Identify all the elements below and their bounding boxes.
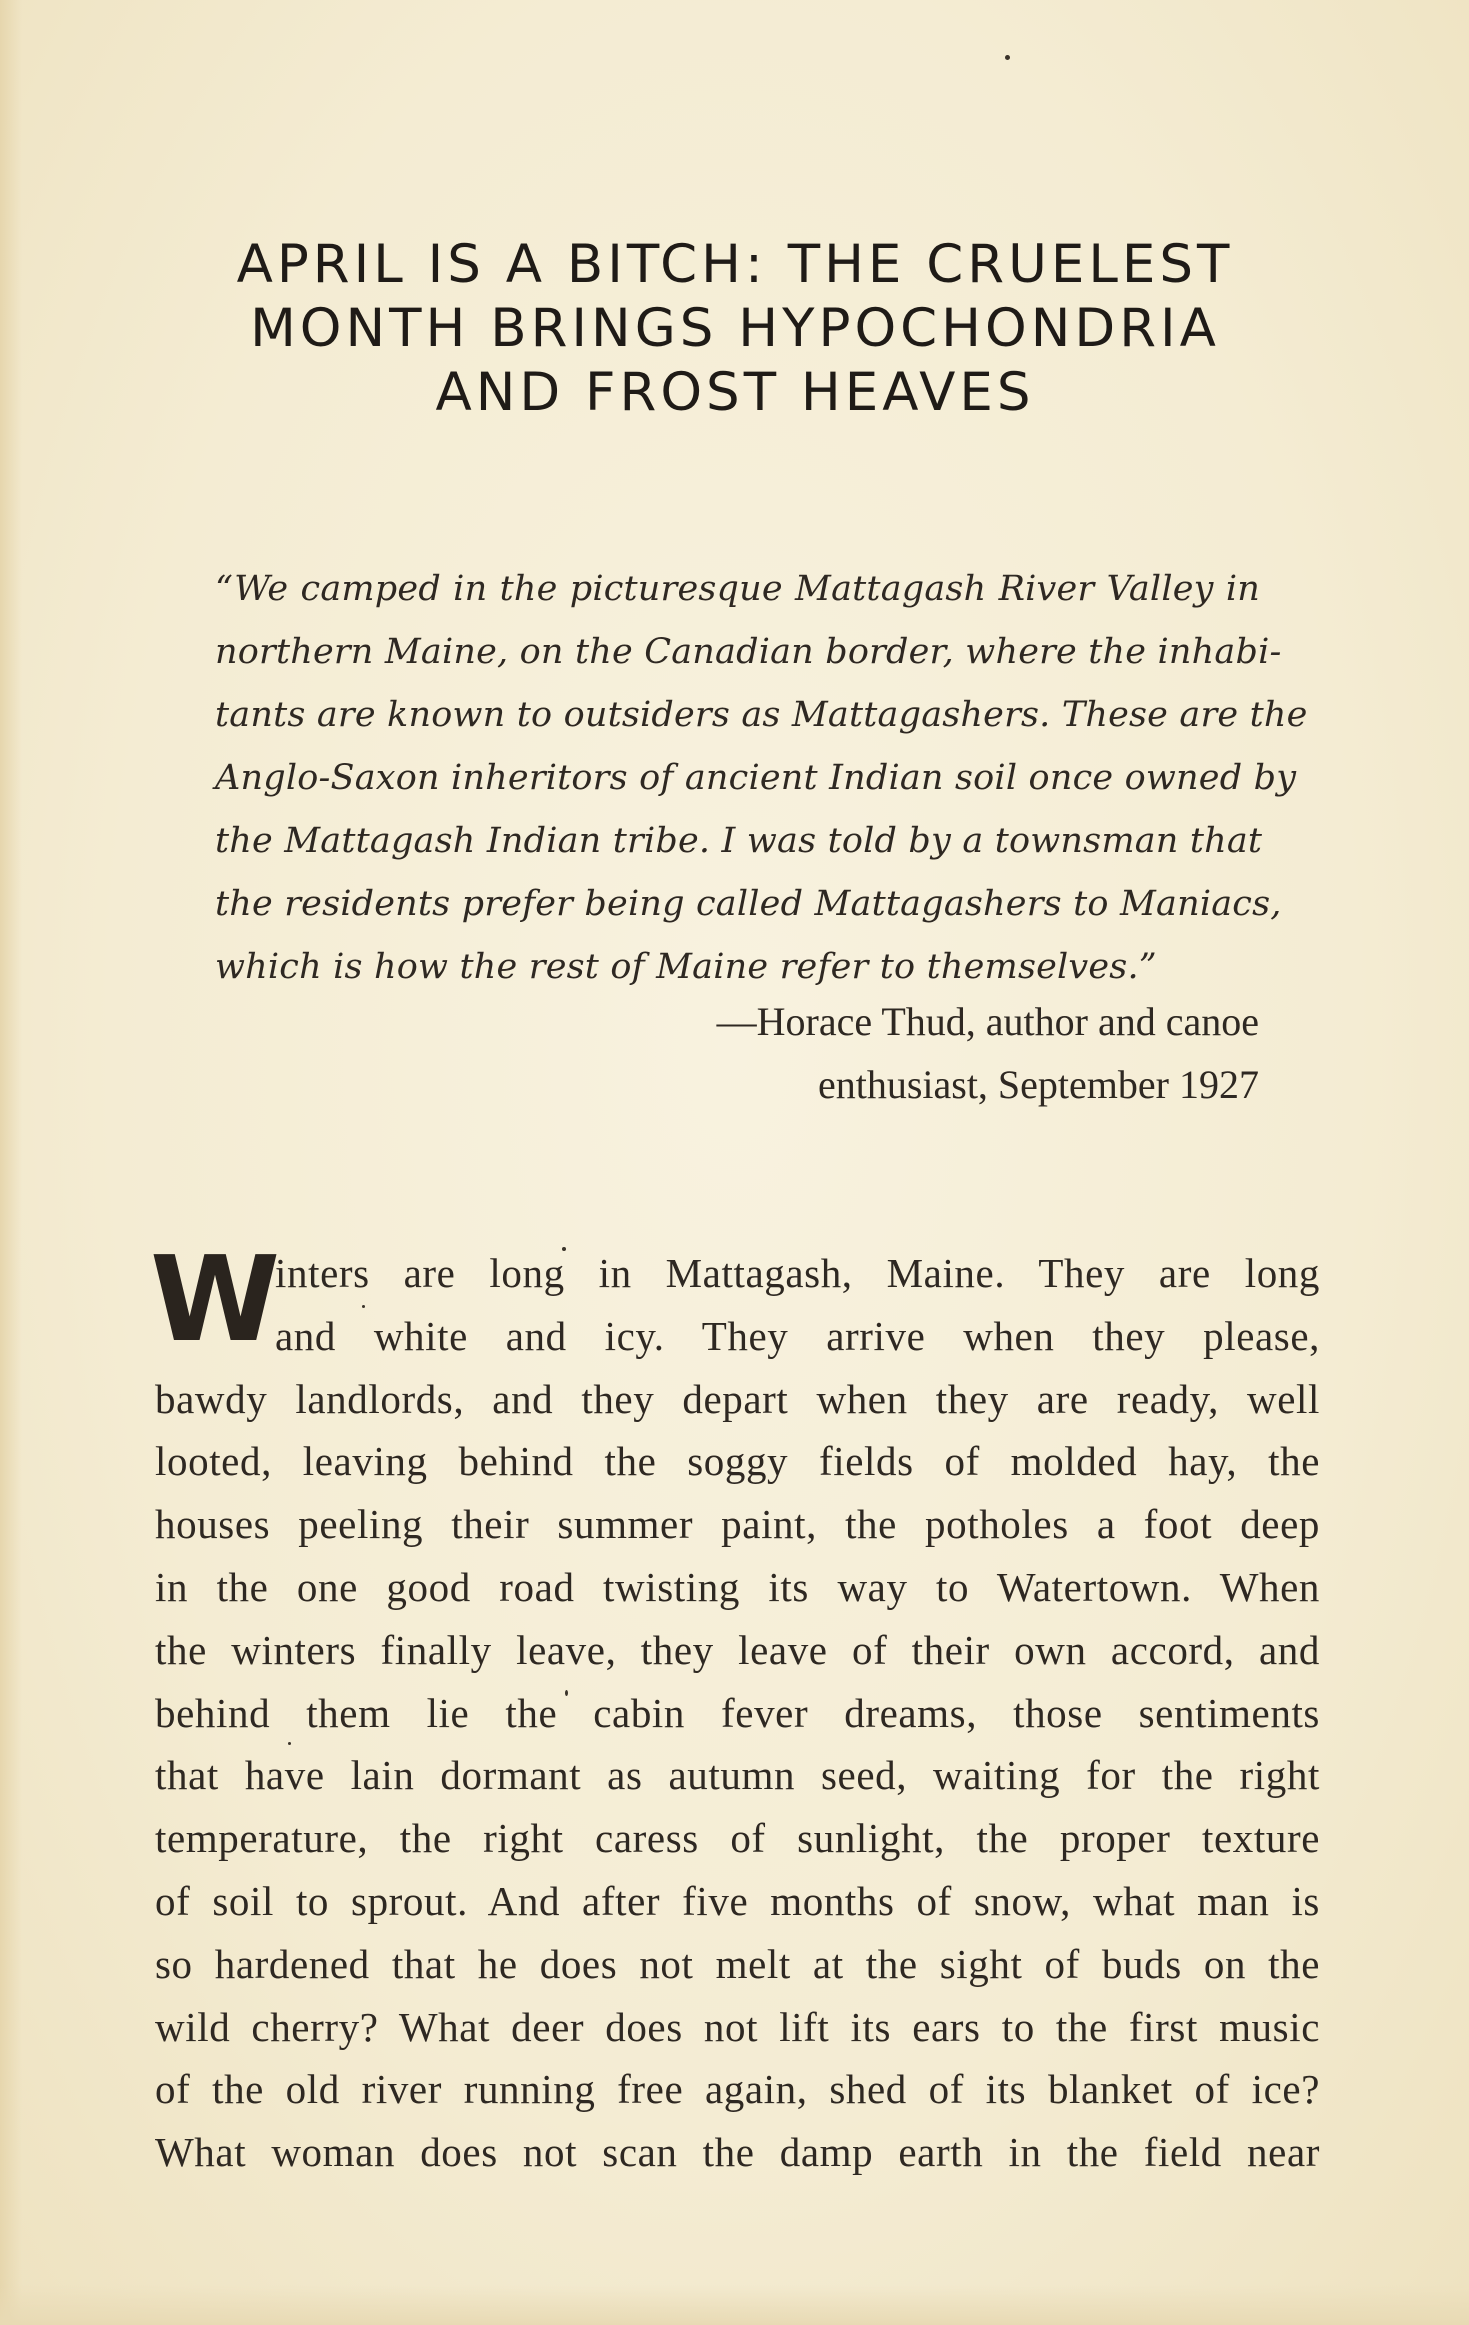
epigraph-attribution xyxy=(717,990,1259,1116)
epigraph-line: tants are known to outsiders as Mattagashers. These are the xyxy=(215,695,1308,735)
body-line: inters are long in Mattagash, Maine. They are long xyxy=(275,1250,1320,1296)
body-line: houses peeling their summer paint, the potholes a foot deep xyxy=(155,1501,1320,1548)
epigraph-line: “We camped in the picturesque Mattagash River Valley in xyxy=(215,569,1260,609)
body-line: looted, leaving behind the soggy fields of molded hay, the xyxy=(155,1438,1320,1485)
attribution-line: —Horace Thud, author and canoe xyxy=(716,999,1259,1044)
body-line: behind them lie the cabin fever dreams, those sentiments xyxy=(155,1689,1320,1736)
body-paragraph xyxy=(155,1242,1320,2184)
body-line: so hardened that he does not melt at the sight of buds on the xyxy=(155,1940,1320,1987)
body-line: and white and icy. They arrive when they please, xyxy=(275,1312,1320,1359)
body-line: wild cherry? What deer does not lift its ears to the first music xyxy=(155,2003,1320,2050)
body-line: of soil to sprout. And after five months of snow, what man is xyxy=(155,1877,1320,1924)
chapter-title-line: AND FROST HEAVES xyxy=(435,362,1035,423)
epigraph-line: Anglo-Saxon inheritors of ancient Indian soil once owned by xyxy=(215,758,1297,798)
epigraph-line: the Mattagash Indian tribe. I was told by a townsman that xyxy=(215,821,1263,861)
drop-cap: W xyxy=(150,1230,281,1368)
body-line: What woman does not scan the damp earth in the field near xyxy=(155,2129,1320,2176)
attribution-line: enthusiast, September 1927 xyxy=(817,1062,1259,1107)
epigraph-line: northern Maine, on the Canadian border, where the inhabi- xyxy=(215,632,1282,672)
body-line: in the one good road twisting its way to Watertown. When xyxy=(155,1563,1320,1610)
epigraph-line: which is how the rest of Maine refer to themselves.” xyxy=(215,947,1157,987)
body-line: bawdy landlords, and they depart when they are ready, well xyxy=(155,1375,1320,1422)
body-line: that have lain dormant as autumn seed, waiting for the right xyxy=(155,1752,1320,1799)
page-bottom-shadow xyxy=(0,2285,1469,2325)
chapter-title-line: APRIL IS A BITCH: THE CRUELEST xyxy=(236,234,1234,295)
epigraph-line: the residents prefer being called Mattagashers to Maniacs, xyxy=(215,884,1282,924)
chapter-title xyxy=(150,233,1320,425)
body-line: of the old river running free again, shed of its blanket of ice? xyxy=(155,2066,1320,2113)
body-line: the winters finally leave, they leave of their own accord, and xyxy=(155,1626,1320,1673)
epigraph-quote xyxy=(215,558,1308,999)
chapter-title-line: MONTH BRINGS HYPOCHONDRIA xyxy=(250,298,1220,359)
body-line: temperature, the right caress of sunlight, the proper texture xyxy=(155,1815,1320,1862)
page-edge-shadow xyxy=(0,0,22,2325)
ink-speck xyxy=(1005,55,1010,60)
